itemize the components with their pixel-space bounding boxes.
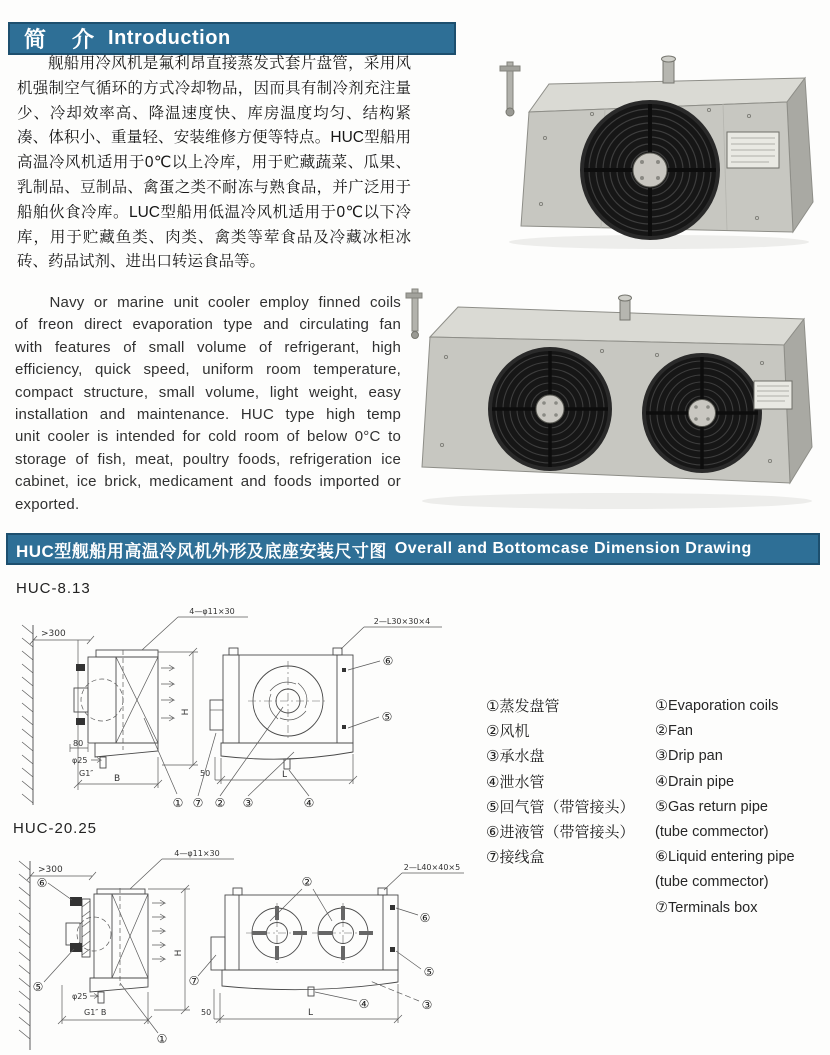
legend-item-en: ④Drain pipe [655, 773, 735, 790]
legend-item-zh: ⑤回气管（带管接头） [486, 798, 635, 816]
dim-l-label: L [308, 1008, 314, 1018]
callout-5-right: ⑤ [423, 965, 435, 979]
side-view-dimensions [58, 849, 234, 1024]
legend-item-zh: ⑦接线盒 [486, 849, 545, 867]
intro-paragraph-en: Navy or marine unit cooler employ finned coils of freon direct evaporation type and circulating fan with features of small volume of refrigerant, high efficiency, quick speed, uniform room temperature, compact structure, small volume, light weight, easy installation and maintenance. HUC type high temp unit cooler is intended for cold room of below 0°C to storage of fish, meat, poultry foods, refrigeration ice cabinet, ice brick, medicament and foods imported or exported. [15, 294, 401, 513]
callout-5: ⑤ [381, 710, 393, 724]
legend-item-zh: ②风机 [486, 723, 530, 741]
dim-h-label: H [174, 949, 184, 957]
wall-hatching [22, 625, 33, 805]
callouts [144, 654, 393, 810]
front-view [210, 648, 353, 769]
bolt-note-label: 4—φ11×30 [189, 607, 235, 616]
legend-item-en: ③Drip pan [655, 748, 723, 765]
legend-item-zh: ④泄水管 [486, 773, 545, 791]
dim-phi25-label: φ25 [72, 992, 88, 1001]
dim-wall-gap-label: >300 [38, 865, 63, 875]
dimension-drawing-huc-20-25 [12, 843, 474, 1055]
dim-l-label: L [282, 770, 288, 780]
legend-item-en: ⑦Terminals box [655, 899, 758, 916]
callout-3: ③ [421, 998, 433, 1012]
callout-1: ① [172, 796, 184, 810]
legend-item-zh: ①蒸发盘管 [486, 698, 560, 715]
left-valve-pipe [500, 62, 520, 116]
fan-grille [582, 102, 718, 238]
angle-note-label: 2—L40×40×5 [403, 863, 461, 872]
bolt-note-label: 4—φ11×30 [174, 849, 220, 858]
fan-grille-right [644, 355, 760, 471]
dim-50-label: 50 [201, 1008, 212, 1017]
model-label-huc-8-13: HUC-8.13 [16, 580, 91, 597]
legend-item-en: ⑥Liquid entering pipe [655, 849, 795, 866]
fan-grille-left [490, 349, 610, 469]
callout-7: ⑦ [188, 974, 200, 988]
intro-title-zh: 简 介 [24, 27, 97, 52]
legend-item-en: ②Fan [655, 723, 693, 740]
intro-section-header [8, 22, 456, 55]
legend-item-en: (tube commector) [655, 823, 769, 840]
left-valve-pipe [406, 289, 422, 339]
dimension-title-zh: HUC型舰船用高温冷风机外形及底座安装尺寸图 [16, 541, 387, 561]
callout-2: ② [301, 875, 313, 889]
dimension-drawing-huc-8-13 [12, 600, 457, 815]
photo-single-fan-unit-cooler [487, 53, 828, 255]
side-view-dimensions [70, 648, 198, 788]
top-pipe-fitting [662, 56, 676, 83]
nameplate [727, 132, 779, 168]
legend-item-zh: ③承水盘 [486, 748, 545, 766]
wall-hatching [19, 861, 30, 1050]
legend-item-en: ①Evaporation coils [655, 698, 779, 714]
callout-7: ⑦ [192, 796, 204, 810]
dim-wall-gap-label: >300 [41, 629, 66, 639]
nameplate [754, 381, 792, 409]
model-label-huc-20-25: HUC-20.25 [13, 820, 98, 837]
front-view-dimensions [142, 607, 442, 784]
legend-column-en [655, 694, 830, 921]
callout-6-left: ⑥ [36, 876, 48, 890]
callout-3: ③ [242, 796, 254, 810]
dim-b-label: B [114, 774, 121, 784]
wall-gap-dimension [30, 629, 94, 644]
dim-g1-label: G1″ [79, 769, 94, 778]
side-view [74, 640, 174, 790]
dim-phi25-label: φ25 [72, 756, 88, 765]
intro-paragraph-zh: 舰船用冷风机是氟利昂直接蒸发式套片盘管，采用风机强制空气循环的方式冷却物品，因而具有制冷剂充注量少、冷却效率高、降温速度快、库房温度均匀、结构紧凑、体积小、重量轻、安装维修方便等特点。HUC型船用高温冷风机适用于0℃以上冷库，用于贮藏蔬菜、瓜果、乳制品、豆制品、禽蛋之类不耐冻与熟食品，并广泛用于船舶伙食冷库。LUC型船用低温冷风机适用于0℃以下冷库，用于贮藏鱼类、肉类、禽类等荤食品及冷藏冰柜冰砖、药品试剂、进出口转运食品等。 [17, 55, 411, 271]
callout-5-left: ⑤ [32, 980, 44, 994]
callout-4: ④ [303, 796, 315, 810]
angle-note-label: 2—L30×30×4 [373, 617, 431, 626]
legend-item-en: ⑤Gas return pipe [655, 798, 768, 815]
legend-item-zh: ⑥进液管（带管接头） [486, 823, 635, 841]
callout-6: ⑥ [382, 654, 394, 668]
legend-column-zh [486, 694, 654, 870]
dim-h-label: H [181, 708, 191, 716]
dim-g1b-label: G1″ B [84, 1008, 107, 1017]
dimension-section-header [6, 533, 820, 565]
side-view [66, 888, 165, 1003]
dimension-title-en: Overall and Bottomcase Dimension Drawing [394, 540, 752, 557]
dim-50-label: 50 [200, 769, 211, 778]
callout-1: ① [156, 1032, 168, 1046]
callout-2: ② [214, 796, 226, 810]
intro-title-en: Introduction [108, 27, 231, 49]
callout-6-right: ⑥ [419, 911, 431, 925]
legend-item-en: (tube commector) [655, 874, 769, 891]
top-pipe-fitting [619, 295, 632, 320]
dim-80-label: 80 [73, 739, 84, 748]
front-view [211, 888, 398, 996]
callout-4: ④ [358, 997, 370, 1011]
photo-double-fan-unit-cooler [402, 285, 830, 513]
